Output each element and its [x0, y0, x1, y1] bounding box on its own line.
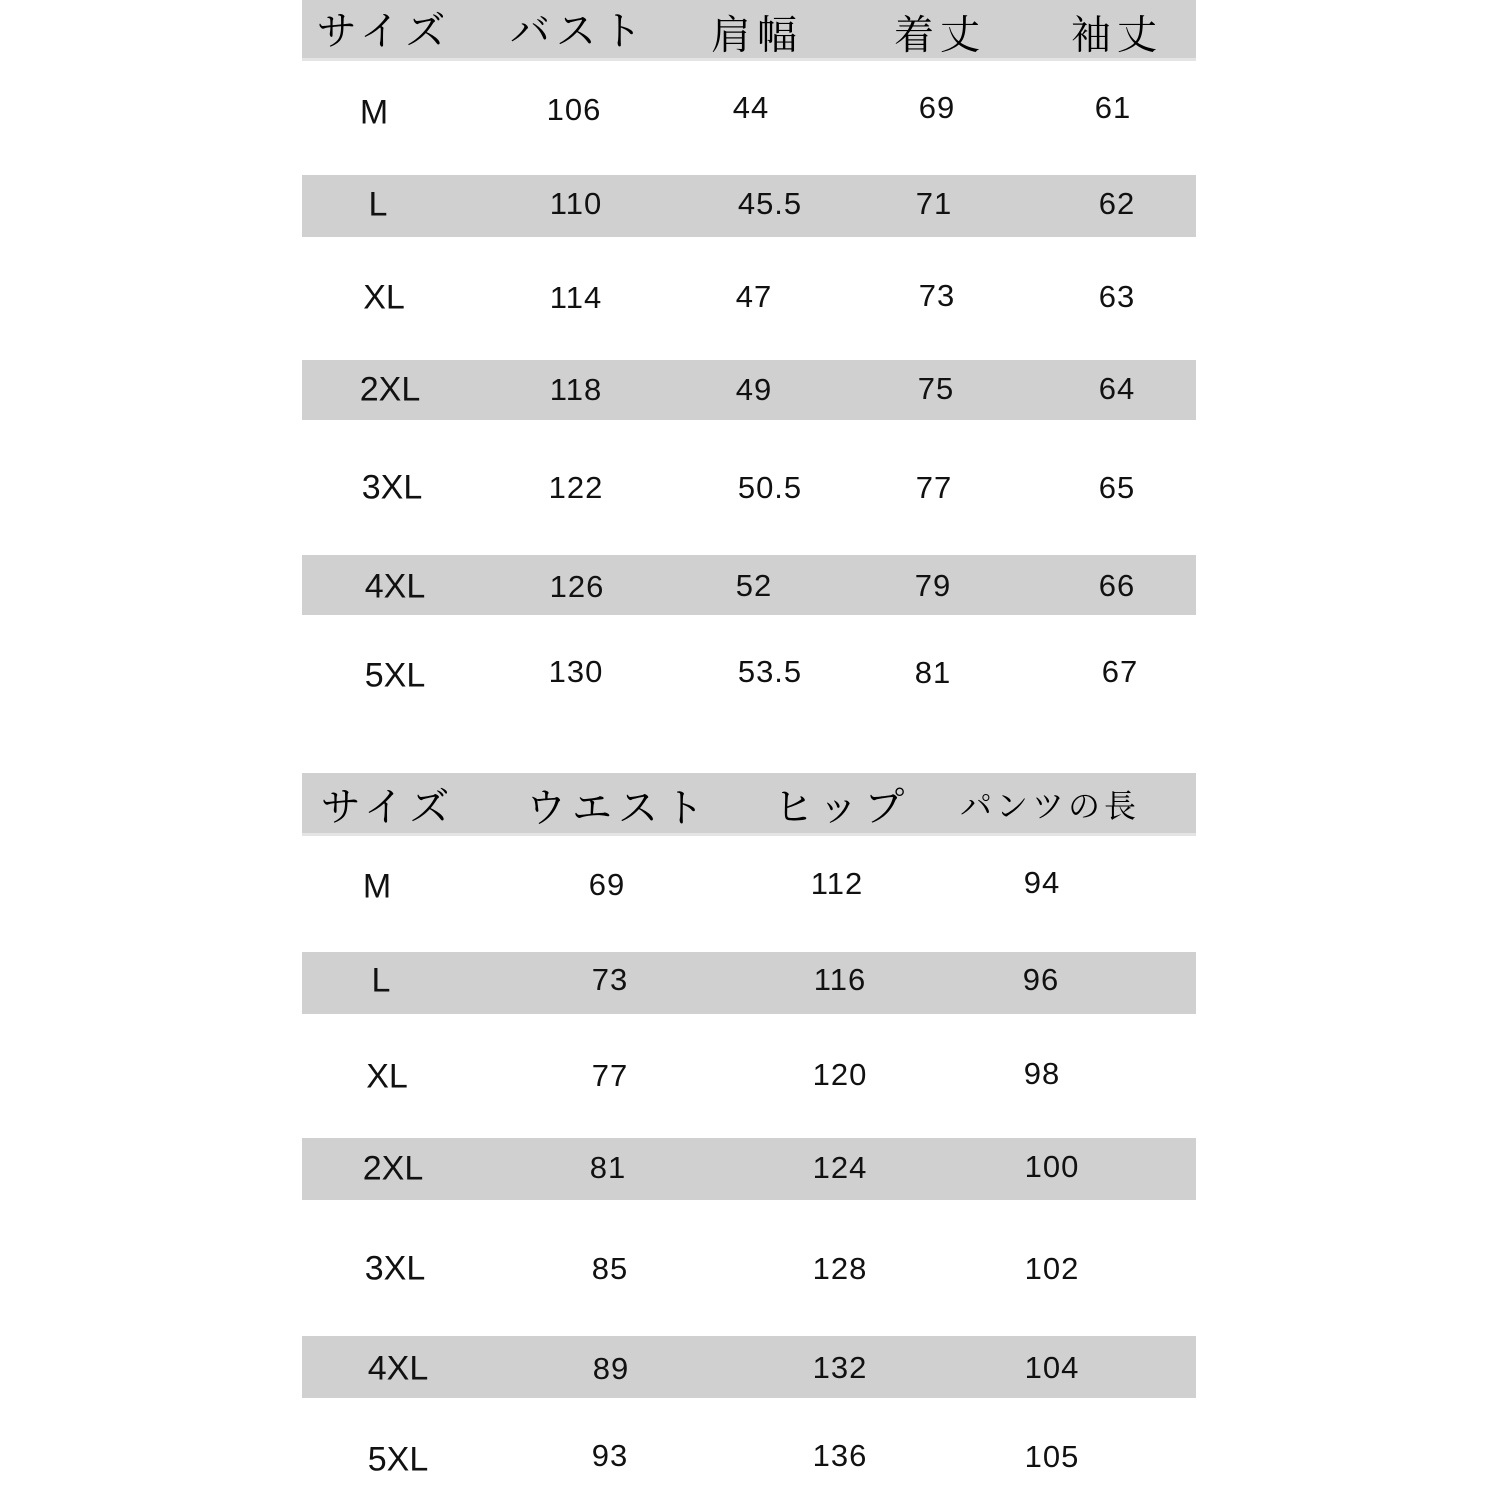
bust-cell: 114: [549, 280, 603, 315]
waist-cell: 77: [591, 1058, 629, 1093]
waist-cell: 81: [589, 1150, 627, 1185]
waist-cell: 69: [588, 867, 626, 902]
hip-cell: 120: [812, 1057, 868, 1092]
waist-cell: 85: [591, 1251, 629, 1286]
length-cell: 81: [914, 655, 952, 690]
hip-cell: 112: [810, 866, 864, 901]
shoulder-cell: 44: [732, 90, 770, 125]
waist-cell: 89: [592, 1351, 630, 1386]
size-cell: 3XL: [361, 468, 423, 507]
bust-cell: 110: [549, 186, 603, 221]
length-cell: 71: [915, 186, 953, 221]
pants-length-cell: 102: [1024, 1251, 1080, 1286]
length-cell: 73: [918, 278, 956, 313]
top-table-header: [302, 0, 1196, 61]
header-shoulder: 肩幅: [711, 12, 803, 59]
sleeve-cell: 62: [1098, 186, 1136, 221]
pants-length-cell: 96: [1022, 962, 1060, 997]
waist-cell: 93: [591, 1438, 629, 1473]
pants-length-cell: 105: [1024, 1439, 1080, 1474]
size-cell: XL: [366, 1057, 408, 1096]
size-cell: 5XL: [364, 656, 426, 695]
size-cell: 3XL: [364, 1249, 426, 1288]
hip-cell: 132: [812, 1350, 868, 1385]
bust-cell: 126: [549, 569, 605, 604]
size-cell: 2XL: [359, 370, 421, 409]
shoulder-cell: 50.5: [737, 470, 803, 505]
header-size: サイズ: [320, 784, 456, 831]
hip-cell: 136: [812, 1438, 868, 1473]
size-cell: 4XL: [367, 1349, 429, 1388]
size-cell: L: [371, 961, 391, 1000]
shoulder-cell: 52: [735, 568, 773, 603]
header-waist: ウエスト: [526, 785, 710, 832]
pants-length-cell: 94: [1023, 865, 1061, 900]
sleeve-cell: 64: [1098, 371, 1136, 406]
sleeve-cell: 63: [1098, 279, 1136, 314]
size-cell: 2XL: [362, 1149, 424, 1188]
header-length: 着丈: [894, 12, 986, 59]
shoulder-cell: 47: [735, 279, 773, 314]
size-cell: L: [368, 185, 388, 224]
sleeve-cell: 61: [1094, 90, 1132, 125]
pants-length-cell: 100: [1024, 1149, 1080, 1184]
header-bust: バスト: [510, 8, 648, 55]
hip-cell: 116: [813, 962, 867, 997]
waist-cell: 73: [591, 962, 629, 997]
hip-cell: 128: [812, 1251, 868, 1286]
bust-cell: 122: [548, 470, 604, 505]
shoulder-cell: 45.5: [737, 186, 803, 221]
pants-length-cell: 98: [1023, 1056, 1061, 1091]
length-cell: 75: [917, 371, 955, 406]
shoulder-cell: 49: [735, 372, 773, 407]
sleeve-cell: 66: [1098, 568, 1136, 603]
length-cell: 69: [918, 90, 956, 125]
length-cell: 79: [914, 568, 952, 603]
header-pants-length: パンツの長: [959, 787, 1141, 825]
bust-cell: 106: [546, 92, 602, 127]
row-band: [302, 952, 1196, 1014]
size-cell: M: [359, 93, 389, 132]
header-sleeve: 袖丈: [1071, 12, 1163, 59]
bottom-table-header: [302, 773, 1196, 836]
top-size-table: [302, 0, 1196, 740]
size-cell: XL: [363, 278, 405, 317]
size-cell: M: [362, 867, 392, 906]
bottom-size-table: [302, 773, 1196, 1500]
header-hip: ヒップ: [773, 784, 911, 831]
bust-cell: 130: [548, 654, 604, 689]
sleeve-cell: 67: [1101, 654, 1139, 689]
header-size: サイズ: [316, 8, 452, 55]
shoulder-cell: 53.5: [737, 654, 803, 689]
bust-cell: 118: [549, 372, 603, 407]
sleeve-cell: 65: [1098, 470, 1136, 505]
pants-length-cell: 104: [1024, 1350, 1080, 1385]
size-cell: 4XL: [364, 567, 426, 606]
hip-cell: 124: [812, 1150, 868, 1185]
length-cell: 77: [915, 470, 953, 505]
size-cell: 5XL: [367, 1440, 429, 1479]
